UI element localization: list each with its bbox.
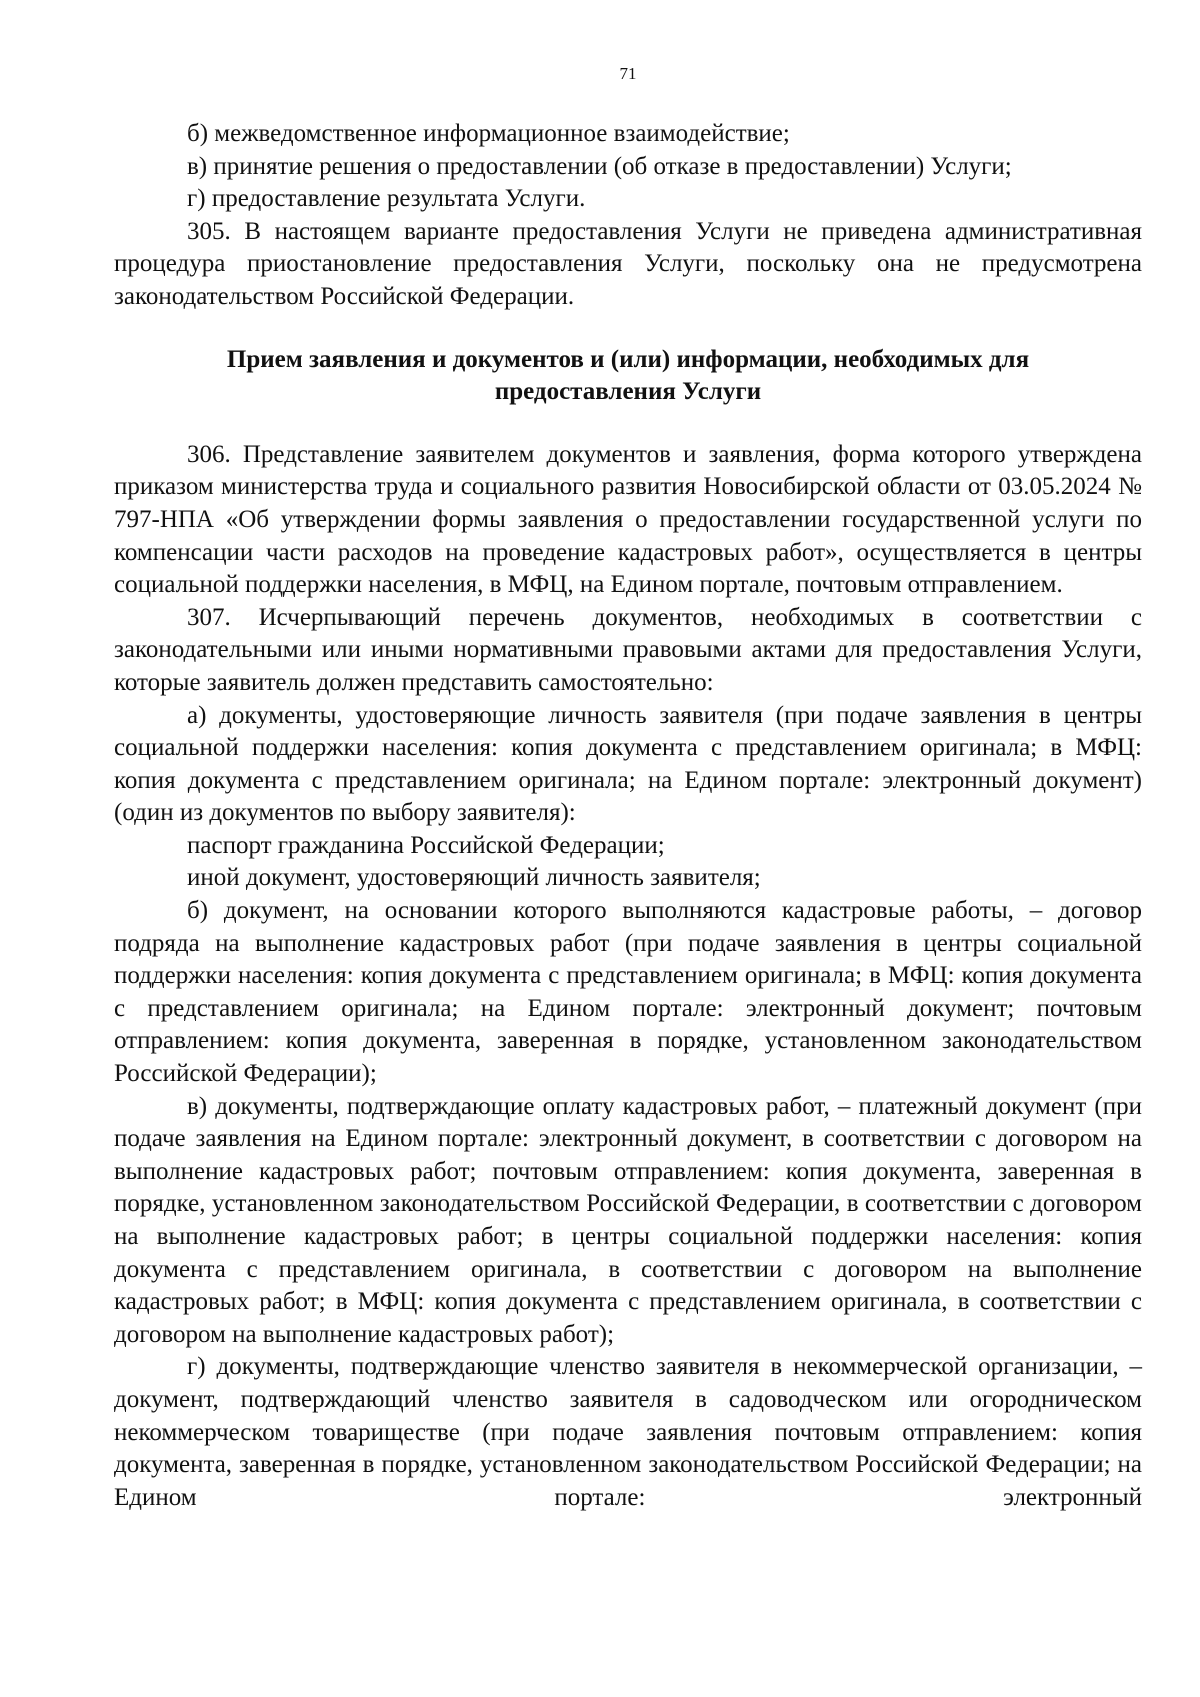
section-heading-line-1: Прием заявления и документов и (или) информации, необходимых для [226,345,1030,373]
section-heading-line-2: предоставления Услуги [494,378,762,406]
paragraph-307-v: в) документы, подтверждающие оплату кадастровых работ, – платежный документ (при подаче заявления на Едином портале: электронный документ, в соответствии с договором на выполнение кадастровых работ; почтовым отправлением: копия документа, заверенная в порядке, установленном законодательством Российской Федерации, в соответствии с договором на выполнение кадастровых работ; в центры социальной поддержки населения: копия документа с представлением оригинала, в соответствии с договором на выполнение кадастровых работ; в МФЦ: копия документа с представлением оригинала, в соответствии с договором на выполнение кадастровых работ); [114,1092,1142,1348]
list-item-b: б) межведомственное информационное взаимодействие; [187,120,790,147]
paragraph-other-id: иной документ, удостоверяющий личность заявителя; [187,864,761,892]
list-item-g: г) предоставление результата Услуги. [187,185,586,213]
list-item-v: в) принятие решения о предоставлении (об отказе в предоставлении) Услуги; [187,152,1012,180]
paragraph-passport: паспорт гражданина Российской Федерации; [187,831,665,859]
page-number: 71 [619,64,637,83]
paragraph-307: 307. Исчерпывающий перечень документов, необходимых в соответствии с законодательными или иными нормативными правовыми актами для предоставления Услуги, которые заявитель должен представить самостоятельно: [114,603,1142,696]
paragraph-306: 306. Представление заявителем документов и заявления, форма которого утверждена приказом министерства труда и социального развития Новосибирской области от 03.05.2024 № 797-НПА «Об утверждении формы заявления о предоставлении государственной услуги по компенсации части расходов на проведение кадастровых работ», осуществляется в центры социальной поддержки населения, в МФЦ, на Едином портале, почтовым отправлением. [114,440,1142,599]
paragraph-305: 305. В настоящем варианте предоставления Услуги не приведена административная процедура приостановление предоставления Услуги, поскольку она не предусмотрена законодательством Российской Федерации. [114,217,1142,310]
section-heading [114,344,1142,409]
paragraph-307-a: а) документы, удостоверяющие личность заявителя (при подаче заявления в центры социальной поддержки населения: копия документа с представлением оригинала; в МФЦ: копия документа с представлением оригинала; на Едином портале: электронный документ) (один из документов по выбору заявителя): [114,701,1142,827]
paragraph-307-g: г) документы, подтверждающие членство заявителя в некоммерческой организации, – документ, подтверждающий членство заявителя в садоводческом или огородническом некоммерческом товариществе (при подаче заявления почтовым отправлением: копия документа, заверенная в порядке, установленном законодательством Российской Федерации; на Едином портале: электронный [114,1353,1142,1511]
paragraph-307-b: б) документ, на основании которого выполняются кадастровые работы, – договор подряда на выполнение кадастровых работ (при подаче заявления в центры социальной поддержки населения: копия документа с представлением оригинала; в МФЦ: копия документа с представлением оригинала; на Едином портале: электронный документ; почтовым отправлением: копия документа, заверенная в порядке, установленном законодательством Российской Федерации); [114,897,1142,1088]
